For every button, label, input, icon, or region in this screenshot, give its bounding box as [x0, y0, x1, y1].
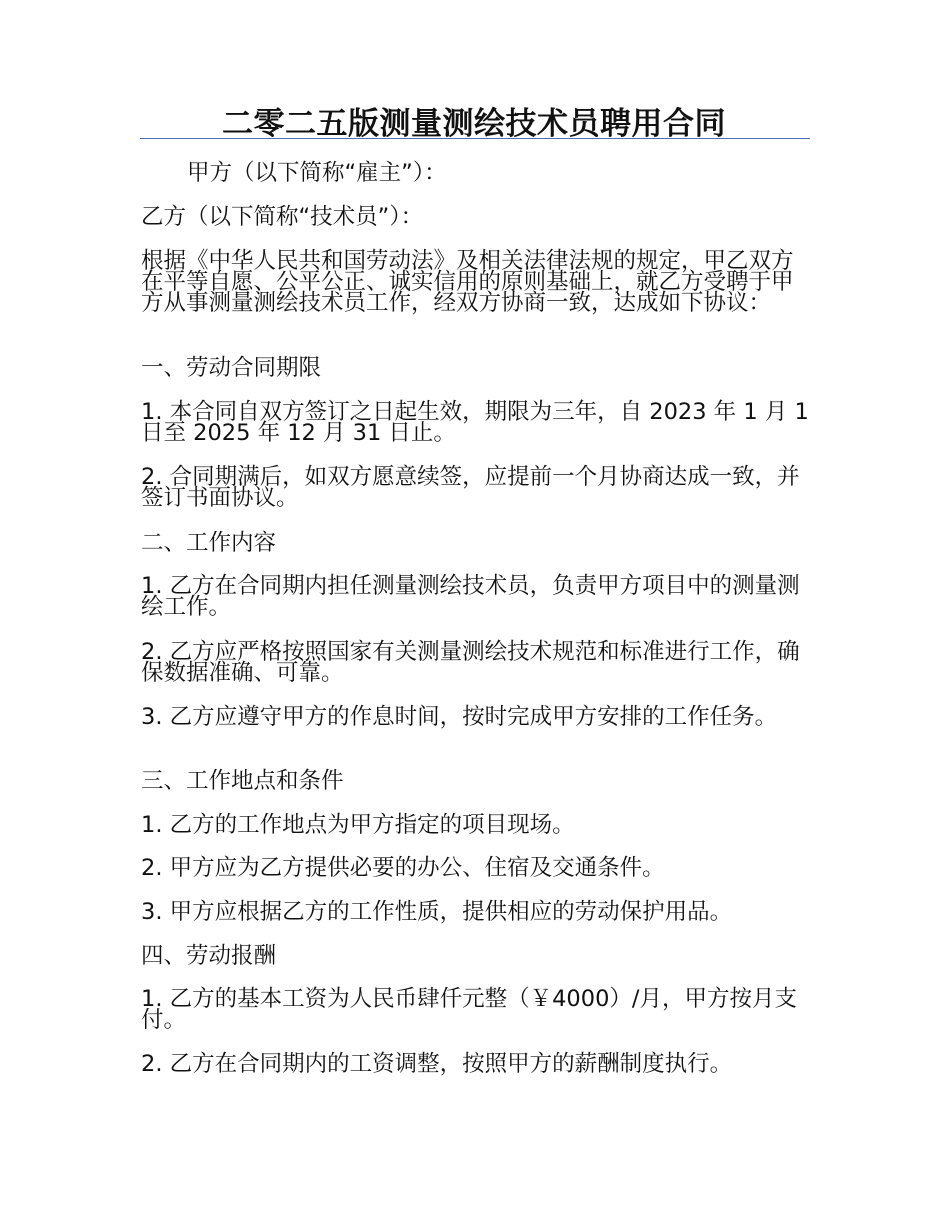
clause-item: 3. 甲方应根据乙方的工作性质，提供相应的劳动保护用品。 [141, 899, 733, 925]
section-heading: 二、工作内容 [141, 530, 277, 556]
section-heading: 一、劳动合同期限 [141, 355, 322, 381]
party-a-line: 甲方（以下简称“雇主”）： [187, 160, 447, 186]
clause-item: 2. 乙方在合同期内的工资调整，按照甲方的薪酬制度执行。 [141, 1051, 733, 1077]
section-heading: 四、劳动报酬 [141, 943, 277, 969]
party-b-line: 乙方（以下简称“技术员”）： [141, 204, 424, 230]
clause-item: 1. 本合同自双方签订之日起生效，期限为三年，自 2023 年 1 月 1 日至 2025 年 12 月 31 日止。 [141, 399, 809, 446]
clause-item: 3. 乙方应遵守甲方的作息时间，按时完成甲方安排的工作任务。 [141, 704, 778, 730]
clause-item: 1. 乙方在合同期内担任测量测绘技术员，负责甲方项目中的测量测绘工作。 [141, 573, 800, 620]
clause-item: 1. 乙方的基本工资为人民币肆仟元整（￥4000）/月，甲方按月支付。 [141, 986, 797, 1033]
clause-item: 2. 合同期满后，如双方愿意续签，应提前一个月协商达成一致，并签订书面协议。 [141, 464, 800, 511]
title-underline [140, 138, 810, 139]
preamble-paragraph: 根据《中华人民共和国劳动法》及相关法律法规的规定，甲乙双方在平等自愿、公平公正、诚实信用的原则基础上，就乙方受聘于甲方从事测量测绘技术员工作，经双方协商一致，达成如下协议： [141, 248, 794, 316]
section-heading: 三、工作地点和条件 [141, 768, 344, 794]
clause-item: 2. 乙方应严格按照国家有关测量测绘技术规范和标准进行工作，确保数据准确、可靠。 [141, 639, 800, 686]
clause-item: 1. 乙方的工作地点为甲方指定的项目现场。 [141, 812, 575, 838]
clause-item: 2. 甲方应为乙方提供必要的办公、住宿及交通条件。 [141, 855, 665, 881]
document-title: 二零二五版测量测绘技术员聘用合同 [222, 106, 726, 142]
